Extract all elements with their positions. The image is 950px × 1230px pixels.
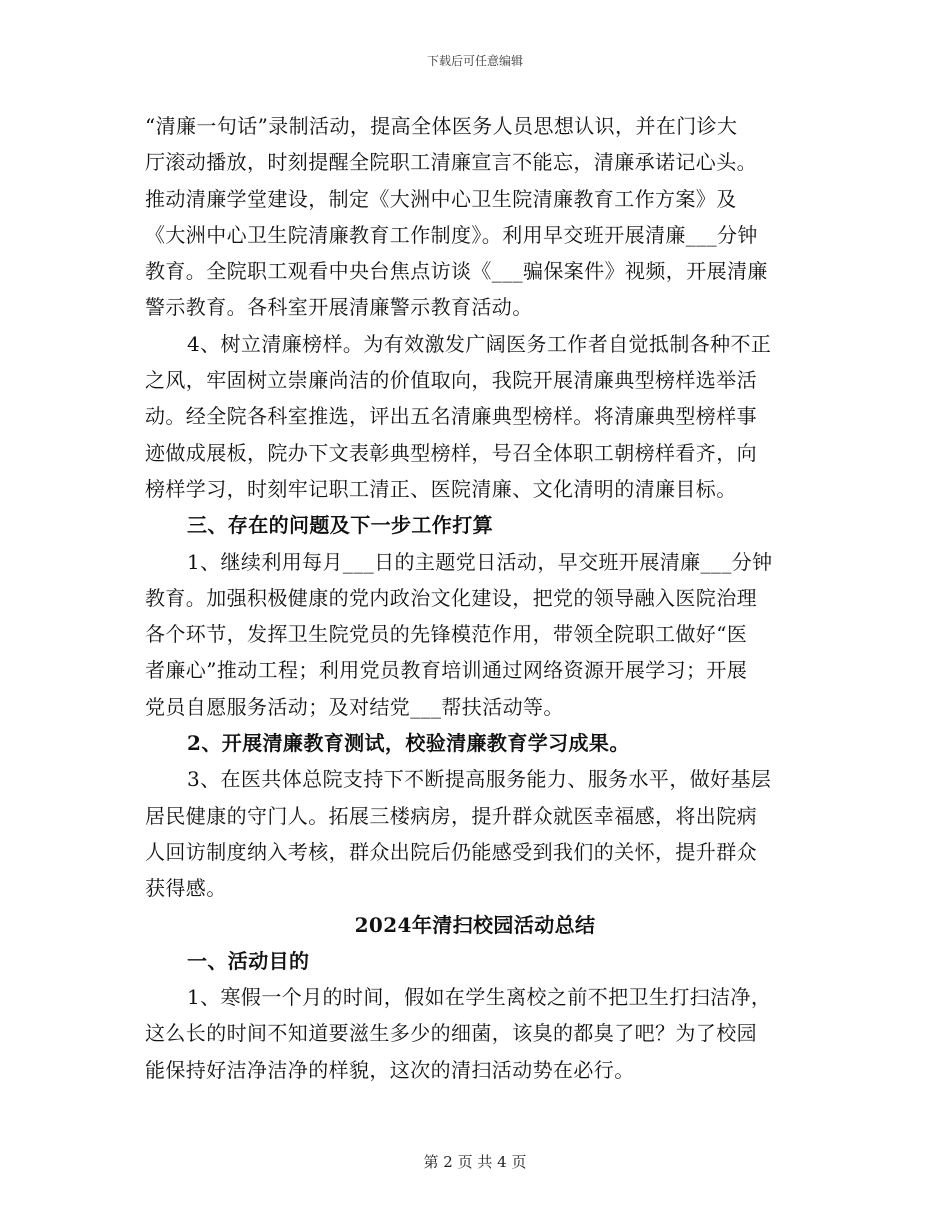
body-line: 教育。全院职工观看中央台焦点访谈《___骗保案件》视频，开展清廉 <box>145 259 768 284</box>
paragraph-start-line: 1、继续利用每月___日的主题党日活动，早交班开展清廉___分钟 <box>187 549 773 574</box>
body-line: 教育。加强积极健康的党内政治文化建设，把党的领导融入医院治理 <box>145 585 757 610</box>
body-line: 者廉心”推动工程；利用党员教育培训通过网络资源开展学习；开展 <box>145 658 748 683</box>
body-line: 获得感。 <box>145 876 227 901</box>
document-body <box>145 108 805 1088</box>
body-line: 人回访制度纳入考核，群众出院后仍能感受到我们的关怀，提升群众 <box>145 839 757 864</box>
paragraph-start-line: 1、寒假一个月的时间，假如在学生离校之前不把卫生打扫洁净， <box>187 985 772 1010</box>
body-line: 榜样学习，时刻牢记职工清正、医院清廉、文化清明的清廉目标。 <box>145 476 737 501</box>
body-line: 厅滚动播放，时刻提醒全院职工清廉宣言不能忘，清廉承诺记心头。 <box>145 150 757 175</box>
body-line: 警示教育。各科室开展清廉警示教育活动。 <box>145 295 533 320</box>
body-line: “清廉一句话”录制活动，提高全体医务人员思想认识，并在门诊大 <box>145 114 738 138</box>
section-heading: 一、活动目的 <box>187 948 310 973</box>
body-line: 党员自愿服务活动；及对结党___帮扶活动等。 <box>145 694 564 719</box>
body-line: 迹做成展板，院办下文表彰典型榜样，号召全体职工朝榜样看齐，向 <box>145 440 757 465</box>
body-line: 这么长的时间不知道要滋生多少的细菌，该臭的都臭了吧？为了校园 <box>145 1021 757 1046</box>
body-line: 推动清廉学堂建设，制定《大洲中心卫生院清廉教育工作方案》及 <box>145 186 737 211</box>
document-title: 2024年清扫校园活动总结 <box>354 912 596 937</box>
page-header-note: 下载后可任意编辑 <box>426 54 523 68</box>
body-line: 能保持好洁净洁净的样貌，这次的清扫活动势在必行。 <box>145 1057 635 1082</box>
body-line: 居民健康的守门人。拓展三楼病房，提升群众就医幸福感，将出院病 <box>145 803 757 828</box>
paragraph-start-line: 4、树立清廉榜样。为有效激发广阔医务工作者自觉抵制各种不正 <box>187 331 772 356</box>
paragraph-start-line: 3、在医共体总院支持下不断提高服务能力、服务水平，做好基层 <box>187 767 772 792</box>
section-heading: 三、存在的问题及下一步工作打算 <box>187 513 493 538</box>
body-line: 《大洲中心卫生院清廉教育工作制度》。利用早交班开展清廉___分钟 <box>145 222 758 247</box>
body-line: 各个环节，发挥卫生院党员的先锋模范作用，带领全院职工做好“医 <box>145 622 748 647</box>
body-line: 之风，牢固树立崇廉尚洁的价值取向，我院开展清廉典型榜样选举活 <box>145 368 757 393</box>
body-line: 动。经全院各科室推选，评出五名清廉典型榜样。将清廉典型榜样事 <box>145 404 757 429</box>
page-number-footer: 第 2 页 共 4 页 <box>423 1153 527 1171</box>
bold-item-heading: 2、开展清廉教育测试，校验清廉教育学习成果。 <box>187 731 630 756</box>
